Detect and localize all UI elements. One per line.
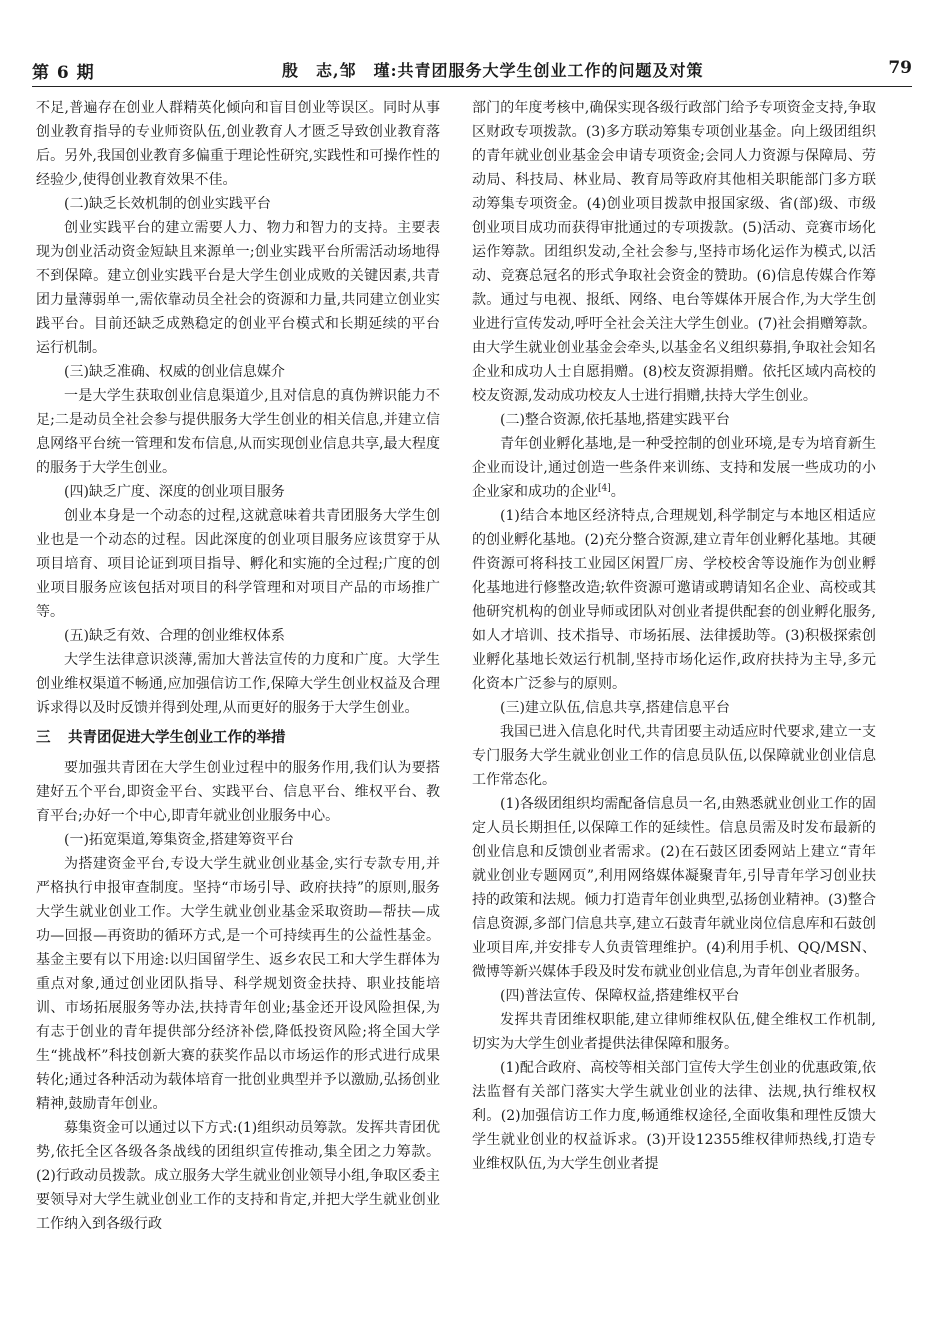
left-column (36, 96, 440, 1236)
subsection-heading: (三)缺乏准确、权威的创业信息媒介 (64, 364, 285, 380)
paragraph: 创业实践平台的建立需要人力、物力和智力的支持。主要表现为创业活动资金短缺且来源单一;创业实践平台所需活动场地得不到保障。建立创业实践平台是大学生创业成败的关键因素,共青团力量薄弱单一,需依靠动员全社会的资源和力量,共同建立创业实践平台。目前还缺乏成熟稳定的创业平台模式和长期延续的平台运行机制。 (36, 220, 440, 356)
paragraph: 创业本身是一个动态的过程,这就意味着共青团服务大学生创业也是一个动态的过程。因此深度的创业项目服务应该贯穿于从项目培育、项目论证到项目指导、孵化和实施的全过程;广度的创业项目服务应该包括对项目的科学管理和对项目产品的市场推广等。 (36, 508, 440, 620)
subsection-heading: (四)缺乏广度、深度的创业项目服务 (64, 484, 285, 500)
running-header (32, 58, 912, 84)
paragraph (472, 432, 876, 504)
subsection-heading: (二)缺乏长效机制的创业实践平台 (64, 196, 271, 212)
page-number: 79 (888, 58, 912, 78)
section-title: 共青团促进大学生创业工作的举措 (68, 730, 286, 746)
paragraph: 要加强共青团在大学生创业过程中的服务作用,我们认为要搭建好五个平台,即资金平台、实践平台、信息平台、维权平台、教育平台;办好一个中心,即青年就业创业服务中心。 (36, 760, 440, 824)
paragraph: 我国已进入信息化时代,共青团要主动适应时代要求,建立一支专门服务大学生就业创业工作的信息员队伍,以保障就业创业信息工作常态化。 (472, 724, 876, 788)
paragraph: (1)各级团组织均需配备信息员一名,由熟悉就业创业工作的固定人员长期担任,以保障工作的延续性。信息员需及时发布最新的创业信息和反馈创业者需求。(2)在石鼓区团委网站上建立“青年就业创业专题网页”,利用网络媒体凝聚青年,引导青年学习创业扶持的政策和法规。倾力打造青年创业典型,弘扬创业精神。(3)整合信息资源,多部门信息共享,建立石鼓青年就业岗位信息库和石鼓创业项目库,并安排专人负责管理维护。(4)利用手机、QQ/MSN、微博等新兴媒体手段及时发布就业创业信息,为青年创业者服务。 (472, 796, 876, 980)
header-rule (32, 86, 912, 87)
subsection-heading: (四)普法宣传、保障权益,搭建维权平台 (500, 988, 740, 1004)
paragraph: 一是大学生获取创业信息渠道少,且对信息的真伪辨识能力不足;二是动员全社会参与提供服务大学生创业的相关信息,并建立信息网络平台统一管理和发布信息,从而实现创业信息共享,最大程度的服务于大学生创业。 (36, 388, 440, 476)
paragraph: 大学生法律意识淡薄,需加大普法宣传的力度和广度。大学生创业维权渠道不畅通,应加强信访工作,保障大学生创业权益及合理诉求得以及时反馈并得到处理,从而更好的服务于大学生创业。 (36, 652, 440, 716)
paragraph: 不足,普遍存在创业人群精英化倾向和盲目创业等误区。同时从事创业教育指导的专业师资队伍,创业教育人才匮乏导致创业教育落后。另外,我国创业教育多偏重于理论性研究,实践性和可操作性的经验少,使得创业教育效果不佳。 (36, 100, 440, 188)
right-column (472, 96, 876, 1176)
subsection-heading: (三)建立队伍,信息共享,搭建信息平台 (500, 700, 730, 716)
paragraph-text: 青年创业孵化基地,是一种受控制的创业环境,是专为培育新生企业而设计,通过创造一些条件来训练、支持和发展一些成功的小企业家和成功的企业 (472, 436, 876, 500)
paragraph: 为搭建资金平台,专设大学生就业创业基金,实行专款专用,并严格执行申报审查制度。坚持“市场引导、政府扶持”的原则,服务大学生就业创业工作。大学生就业创业基金采取资助—帮扶—成功—回报—再资助的循环方式,是一个可持续再生的公益性基金。基金主要有以下用途:以归国留学生、返乡农民工和大学生群体为重点对象,通过创业团队指导、科学规划资金扶持、职业技能培训、市场拓展服务等办法,扶持青年创业;基金还开设风险担保,为有志于创业的青年提供部分经济补偿,降低投资风险;将全国大学生“挑战杯”科技创新大赛的获奖作品以市场运作的形式进行成果转化;通过各种活动为载体培育一批创业典型并予以激励,弘扬创业精神,鼓励青年创业。 (36, 856, 440, 1112)
paragraph: (1)配合政府、高校等相关部门宣传大学生创业的优惠政策,依法监督有关部门落实大学生就业创业的法律、法规,执行维权权利。(2)加强信访工作力度,畅通维权途径,全面收集和理性反馈大学生就业创业的权益诉求。(3)开设12355维权律师热线,打造专业维权队伍,为大学生创业者提 (472, 1060, 876, 1172)
paragraph-end: 。 (610, 484, 625, 500)
section-number: 三 (36, 730, 51, 746)
paragraph: (1)结合本地区经济特点,合理规划,科学制定与本地区相适应的创业孵化基地。(2)充分整合资源,建立青年创业孵化基地。其硬件资源可将科技工业园区闲置厂房、学校校舍等设施作为创业孵化基地进行修整改造;软件资源可邀请或聘请知名企业、高校或其他研究机构的创业导师或团队对创业者提供配套的创业孵化服务,如人才培训、技术指导、市场拓展、法律援助等。(3)积极探索创业孵化基地长效运行机制,坚持市场化运作,政府扶持为主导,多元化资本广泛参与的原则。 (472, 508, 876, 692)
subsection-heading: (一)拓宽渠道,筹集资金,搭建筹资平台 (64, 832, 294, 848)
running-title: 殷 志,邹 瑾:共青团服务大学生创业工作的问题及对策 (282, 61, 704, 80)
paragraph: 发挥共青团维权职能,建立律师维权队伍,健全维权工作机制,切实为大学生创业者提供法律保障和服务。 (472, 1012, 876, 1052)
paragraph: 部门的年度考核中,确保实现各级行政部门给予专项资金支持,争取区财政专项拨款。(3)多方联动筹集专项创业基金。向上级团组织的青年就业创业基金会申请专项资金;会同人力资源与保障局、劳动局、科技局、林业局、教育局等政府其他相关职能部门多方联动筹集专项资金。(4)创业项目拨款申报国家级、省(部)级、市级创业项目成功而获得审批通过的专项拨款。(5)活动、竞赛市场化运作筹款。团组织发动,全社会参与,坚持市场化运作为模式,以活动、竞赛总冠名的形式争取社会资金的赞助。(6)信息传媒合作筹款。通过与电视、报纸、网络、电台等媒体开展合作,为大学生创业进行宣传发动,呼吁全社会关注大学生创业。(7)社会捐赠筹款。由大学生就业创业基金会牵头,以基金名义组织募捐,争取社会知名企业和成功人士自愿捐赠。(8)校友资源捐赠。依托区域内高校的校友资源,发动成功校友人士进行捐赠,扶持大学生创业。 (472, 100, 876, 404)
paragraph: 募集资金可以通过以下方式:(1)组织动员筹款。发挥共青团优势,依托全区各级各条战线的团组织宣传推动,集全团之力筹款。(2)行政动员拨款。成立服务大学生就业创业领导小组,争取区委主要领导对大学生就业创业工作的支持和肯定,并把大学生就业创业工作纳入到各级行政 (36, 1120, 440, 1232)
citation-ref: [4] (598, 483, 611, 494)
subsection-heading: (五)缺乏有效、合理的创业维权体系 (64, 628, 285, 644)
subsection-heading: (二)整合资源,依托基地,搭建实践平台 (500, 412, 730, 428)
issue-number: 第 6 期 (32, 63, 95, 83)
section-heading (36, 726, 440, 750)
